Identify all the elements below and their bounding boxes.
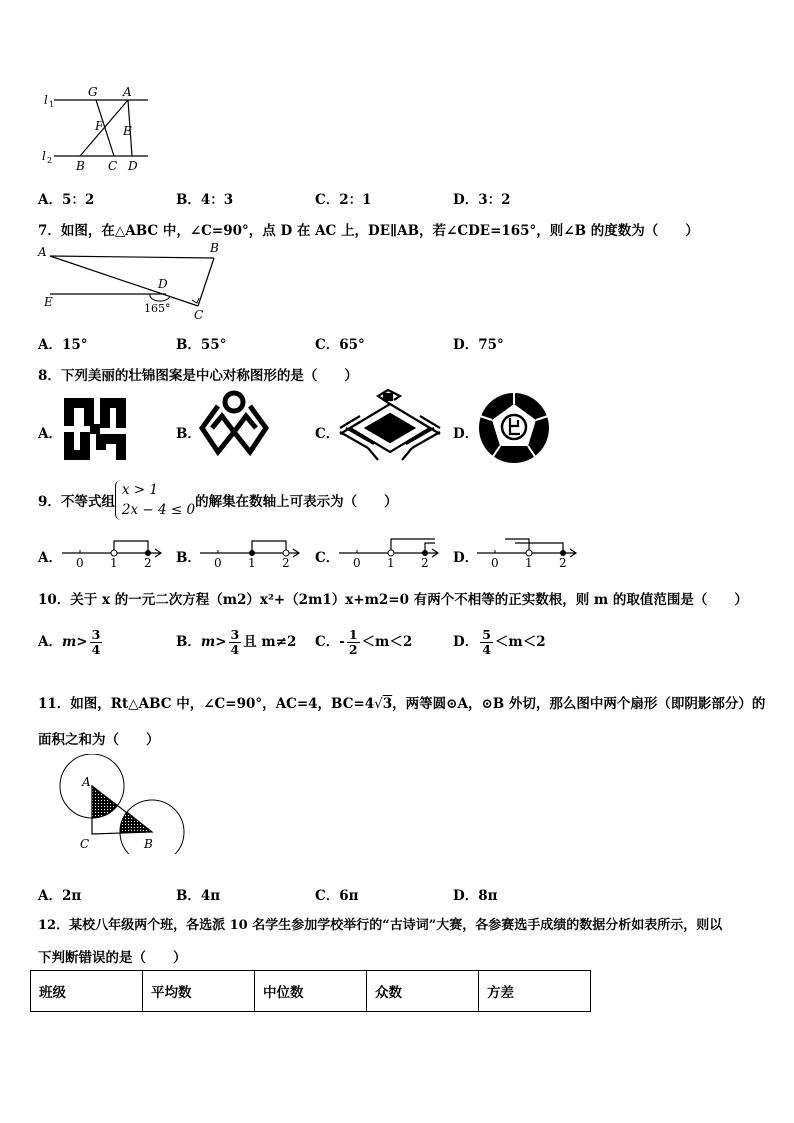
numberline-d xyxy=(475,533,579,569)
figure-q6-parallel-lines xyxy=(38,82,158,174)
q9-ineq-2: 2x − 4 ≤ 0 xyxy=(121,502,196,518)
label-G: G xyxy=(88,85,98,99)
q7-option-c[interactable]: C．65° xyxy=(315,337,365,353)
svg-text:2: 2 xyxy=(421,556,429,569)
svg-text:1: 1 xyxy=(525,556,533,569)
q11-option-a[interactable]: A．2π xyxy=(38,888,82,904)
q11-option-b[interactable]: B．4π xyxy=(176,888,221,904)
label-D: D xyxy=(158,277,168,291)
q8-option-a[interactable]: A． xyxy=(38,426,62,442)
header-class: 班级 xyxy=(31,971,143,1012)
label-A: A xyxy=(38,245,47,259)
q10-option-a[interactable]: A．m> $\frac{3}{4}$ xyxy=(38,627,101,657)
label-165: 165° xyxy=(144,302,171,315)
question-12-line2: 下判断错误的是（ ） xyxy=(38,950,187,966)
label-C: C xyxy=(80,837,90,851)
q10-option-d[interactable]: D． $\frac{5}{4}$ ＜m＜2 xyxy=(453,627,546,657)
label-A: A xyxy=(123,85,132,99)
question-10-text: 10．关于 x 的一元二次方程（m2）x²+（2m1）x+m2=0 有两个不相等的正实数根，则 m 的取值范围是（ ） xyxy=(38,592,748,608)
q8-option-d[interactable]: D． xyxy=(453,426,479,442)
svg-text:2: 2 xyxy=(282,556,290,569)
label-B: B xyxy=(76,159,85,173)
header-mode: 众数 xyxy=(367,971,479,1012)
q9-option-a[interactable]: A． xyxy=(38,550,62,566)
numberline-b xyxy=(198,533,302,569)
numberline-c xyxy=(337,533,441,569)
header-mean: 平均数 xyxy=(143,971,255,1012)
q6-option-b[interactable]: B．4：3 xyxy=(176,192,234,208)
label-C: C xyxy=(108,159,118,173)
pattern-a-icon xyxy=(64,398,126,460)
label-l1: l xyxy=(44,93,48,107)
label-B: B xyxy=(210,241,219,255)
table-header-row xyxy=(31,971,591,1012)
svg-text:0: 0 xyxy=(491,556,499,569)
header-variance: 方差 xyxy=(479,971,591,1012)
header-median: 中位数 xyxy=(255,971,367,1012)
q10-option-b[interactable]: B．m> $\frac{3}{4}$ 且 m≠2 xyxy=(176,627,297,657)
svg-text:0: 0 xyxy=(214,556,222,569)
label-C: C xyxy=(194,308,204,322)
q9-suffix: 的解集在数轴上可表示为（ ） xyxy=(195,494,398,510)
label-A: A xyxy=(82,775,91,789)
question-7-text: 7．如图，在△ABC 中，∠C=90°，点 D 在 AC 上，DE∥AB，若∠CDE=165°，则∠B 的度数为（ ） xyxy=(38,223,699,239)
question-12-line1: 12．某校八年级两个班，各选派 10 名学生参加学校举行的“古诗词”大赛，各参赛选手成绩的数据分析如表所示，则以 xyxy=(38,918,723,933)
svg-text:1: 1 xyxy=(387,556,395,569)
q9-option-c[interactable]: C． xyxy=(315,550,340,566)
label-l2: l xyxy=(42,149,46,163)
question-9-text xyxy=(38,480,398,520)
q6-option-a[interactable]: A．5：2 xyxy=(38,192,95,208)
svg-text:1: 1 xyxy=(110,556,118,569)
svg-text:1: 1 xyxy=(248,556,256,569)
svg-text:2: 2 xyxy=(144,556,152,569)
label-D: D xyxy=(128,159,138,173)
q7-option-a[interactable]: A．15° xyxy=(38,337,88,353)
question-11-line1: 11．如图，Rt△ABC 中，∠C=90°，AC=4，BC=4√3，两等圆⊙A，⊙B 外切，那么图中两个扇形（即阴影部分）的 xyxy=(38,696,766,712)
label-B: B xyxy=(144,837,153,851)
label-E: E xyxy=(44,295,53,309)
figure-q7-triangle xyxy=(36,240,226,322)
label-F: F xyxy=(95,119,104,133)
q7-option-b[interactable]: B．55° xyxy=(176,337,227,353)
q8-option-b[interactable]: B． xyxy=(176,426,201,442)
q6-option-d[interactable]: D．3：2 xyxy=(453,192,511,208)
question-11-line2: 面积之和为（ ） xyxy=(38,732,160,748)
q9-ineq-1: x > 1 xyxy=(121,482,159,498)
svg-text:2: 2 xyxy=(559,556,567,569)
svg-text:0: 0 xyxy=(76,556,84,569)
q9-option-b[interactable]: B． xyxy=(176,550,201,566)
stats-table xyxy=(30,970,591,1012)
label-l1-sub: 1 xyxy=(49,100,55,109)
svg-text:0: 0 xyxy=(353,556,361,569)
figure-q11-circles xyxy=(52,754,186,854)
q11-option-c[interactable]: C．6π xyxy=(315,888,359,904)
label-E: E xyxy=(123,124,132,138)
sqrt-symbol: √ xyxy=(374,696,383,712)
q10-option-c[interactable]: C．- $\frac{1}{2}$ ＜m＜2 xyxy=(315,627,413,657)
q9-prefix: 9．不等式组 xyxy=(38,494,115,510)
q6-option-c[interactable]: C．2：1 xyxy=(315,192,372,208)
pattern-d-icon xyxy=(478,392,550,464)
q9-option-d[interactable]: D． xyxy=(453,550,479,566)
question-8-text: 8．下列美丽的壮锦图案是中心对称图形的是（ ） xyxy=(38,368,358,384)
q9-inequality-system xyxy=(115,480,195,520)
pattern-b-icon xyxy=(198,388,270,462)
q7-option-d[interactable]: D．75° xyxy=(453,337,504,353)
q8-option-c[interactable]: C． xyxy=(315,426,340,442)
q11-option-d[interactable]: D．8π xyxy=(453,888,498,904)
numberline-a xyxy=(60,533,164,569)
label-l2-sub: 2 xyxy=(47,156,53,165)
pattern-c-icon xyxy=(338,388,442,462)
